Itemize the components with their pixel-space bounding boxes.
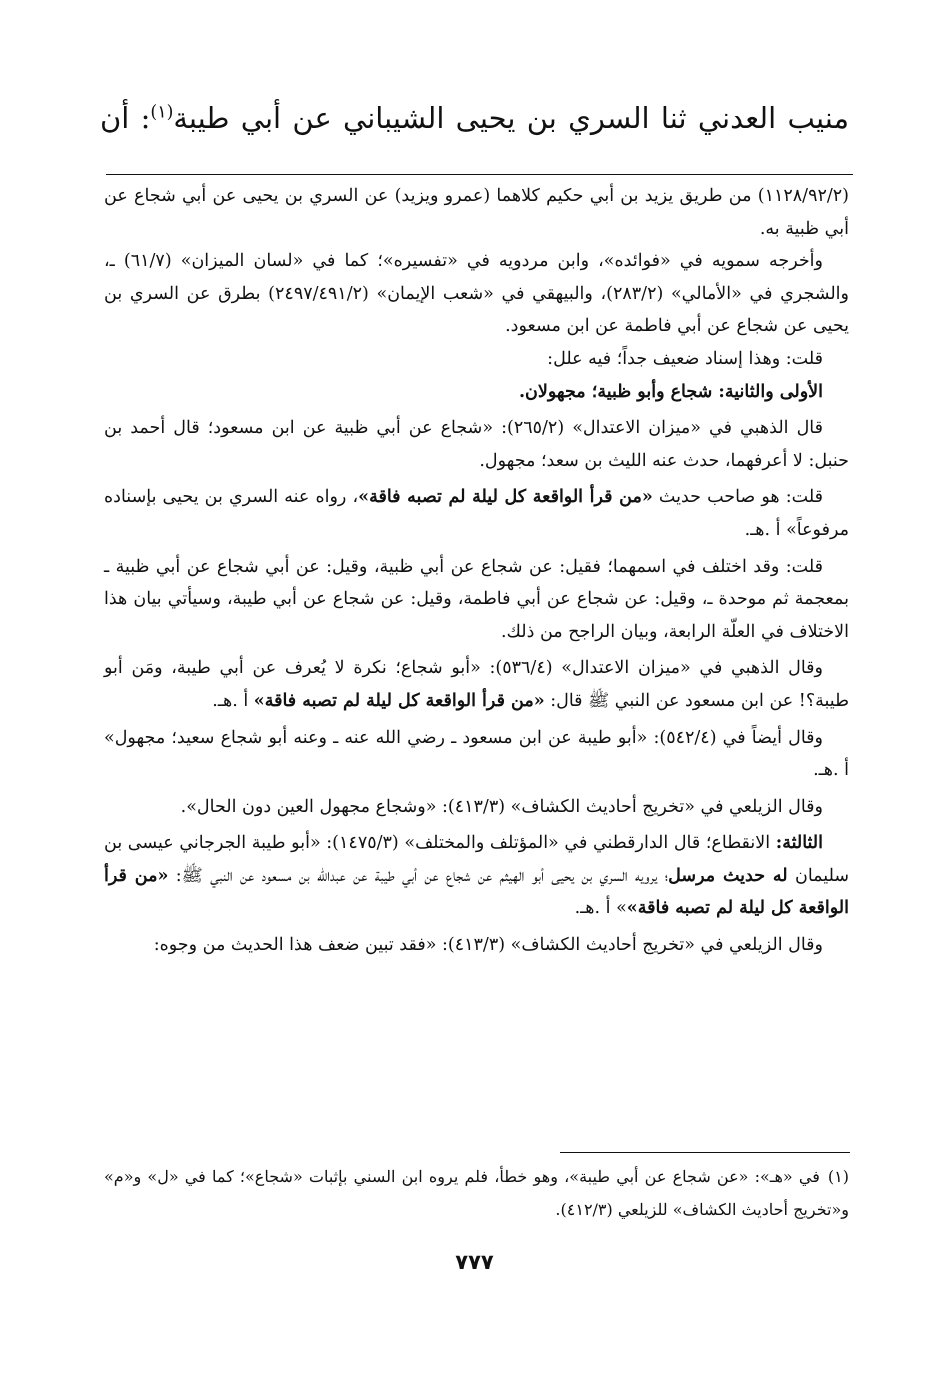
page-footnote bbox=[104, 1160, 849, 1226]
commentary-text: (١١٢٨/٩٢/٢) من طريق يزيد بن أبي حكيم كلاهما (عمرو ويزيد) عن السري بن يحيى عن أبي شجاع عن أبي ظبية به. bbox=[104, 186, 849, 239]
commentary-paragraph bbox=[104, 245, 849, 343]
commentary-paragraph bbox=[104, 551, 849, 649]
hadith-quote: «من قرأ الواقعة كل ليلة لم تصبه فاقة» bbox=[104, 865, 849, 919]
commentary-paragraph bbox=[104, 376, 849, 409]
footnote-text: في «هـ»: «عن شجاع عن أبي طيبة»، وهو خطأ، فلم يروه ابن السني بإثبات «شجاع»؛ كما في «ل» و«م» و«تخريج أحاديث الكشاف» للزيلعي (٤١٢/٣). bbox=[104, 1167, 849, 1219]
hadith-quote: «من قرأ الواقعة كل ليلة لم تصبه فاقة» bbox=[253, 690, 545, 711]
commentary-paragraph bbox=[104, 412, 849, 477]
main-text-after-ref: : أن bbox=[100, 101, 151, 135]
commentary-text: قلت: وقد اختلف في اسمهما؛ فقيل: عن شجاع عن أبي ظبية، وقيل: عن أبي شجاع عن أبي ظبية ـ بمعجمة ثم موحدة ـ، وقيل: عن شجاع عن أبي فاطمة، وقيل: عن شجاع عن أبي طيبة، وسيأتي بيان هذا الاختلاف في العلّة الرابعة، وبيان الراجح من ذلك. bbox=[104, 556, 849, 642]
footnote-reference[interactable]: (١) bbox=[150, 102, 174, 123]
commentary-footnotes bbox=[104, 180, 849, 962]
page-number: ٧٧٧ bbox=[455, 1250, 494, 1274]
commentary-paragraph bbox=[104, 343, 849, 376]
commentary-text: » أ .هـ. bbox=[574, 898, 627, 919]
commentary-paragraph bbox=[104, 481, 849, 546]
commentary-text: وأخرجه سمويه في «فوائده»، وابن مردويه في «تفسيره»؛ كما في «لسان الميزان» (٦١/٧) ـ، والشجري في «الأمالي» (٢٨٣/٢)، والبيهقي في «شعب الإيمان» (٢٤٩٧/٤٩١/٢) بطرق عن السري بن يحيى عن شجاع عن أبي فاطمة عن ابن مسعود. bbox=[104, 251, 849, 337]
commentary-text: الانقطاع؛ قال الدارقطني في «المؤتلف والمختلف» (١٤٧٥/٣): «أبو طيبة الجرجاني عيسى بن سليمان bbox=[104, 833, 850, 886]
commentary-emphasis: له حديث مرسل bbox=[668, 865, 788, 886]
commentary-paragraph bbox=[104, 929, 849, 962]
main-text-line bbox=[100, 96, 849, 140]
commentary-text: وقال الذهبي في «ميزان الاعتدال» (٥٣٦/٤): «أبو شجاع؛ نكرة لا يُعرف عن أبي طيبة، ومَن أبو طيبة؟! عن ابن مسعود عن النبي ﷺ قال: bbox=[104, 658, 849, 711]
commentary-paragraph bbox=[104, 791, 849, 824]
main-text-divider bbox=[106, 174, 853, 175]
commentary-paragraph bbox=[104, 652, 849, 717]
commentary-text: وقال الزيلعي في «تخريج أحاديث الكشاف» (٤١٣/٣): «فقد تبين ضعف هذا الحديث من وجوه: bbox=[153, 935, 823, 956]
commentary-heading: الأولى والثانية: شجاع وأبو ظبية؛ مجهولان. bbox=[518, 381, 823, 402]
commentary-text: ؛ يرويه السري بن يحيى أبو الهيثم عن شجاع عن أبي طيبة عن عبدالله بن مسعود عن النبي ﷺ: bbox=[168, 865, 669, 886]
commentary-heading: الثالثة: bbox=[775, 833, 823, 854]
hadith-quote: «من قرأ الواقعة كل ليلة لم تصبه فاقة» bbox=[358, 487, 653, 508]
commentary-paragraph bbox=[104, 180, 849, 245]
commentary-text: قلت: وهذا إسناد ضعيف جداً؛ فيه علل: bbox=[547, 348, 823, 369]
commentary-text: أ .هـ. bbox=[212, 690, 254, 711]
commentary-text: وقال الزيلعي في «تخريج أحاديث الكشاف» (٤١٣/٣): «وشجاع مجهول العين دون الحال». bbox=[180, 796, 823, 817]
commentary-paragraph bbox=[104, 827, 849, 925]
commentary-text: ، رواه عنه السري بن يحيى بإسناده مرفوعاً» أ .هـ. bbox=[104, 487, 849, 540]
commentary-text: وقال أيضاً في (٥٤٢/٤): «أبو طيبة عن ابن مسعود ـ رضي الله عنه ـ وعنه أبو شجاع سعيد؛ مجهول» أ .هـ. bbox=[104, 727, 849, 781]
footnote-marker: (١) bbox=[827, 1167, 849, 1186]
commentary-text: قلت: هو صاحب حديث bbox=[652, 487, 824, 508]
footnote-divider bbox=[560, 1152, 850, 1153]
main-text-before-ref: منيب العدني ثنا السري بن يحيى الشيباني عن أبي طيبة bbox=[173, 101, 849, 135]
commentary-text: قال الذهبي في «ميزان الاعتدال» (٢٦٥/٢): «شجاع عن أبي ظبية عن ابن مسعود؛ قال أحمد بن حنبل: لا أعرفهما، حدث عنه الليث بن سعد؛ مجهول. bbox=[104, 418, 849, 471]
commentary-paragraph bbox=[104, 722, 849, 787]
